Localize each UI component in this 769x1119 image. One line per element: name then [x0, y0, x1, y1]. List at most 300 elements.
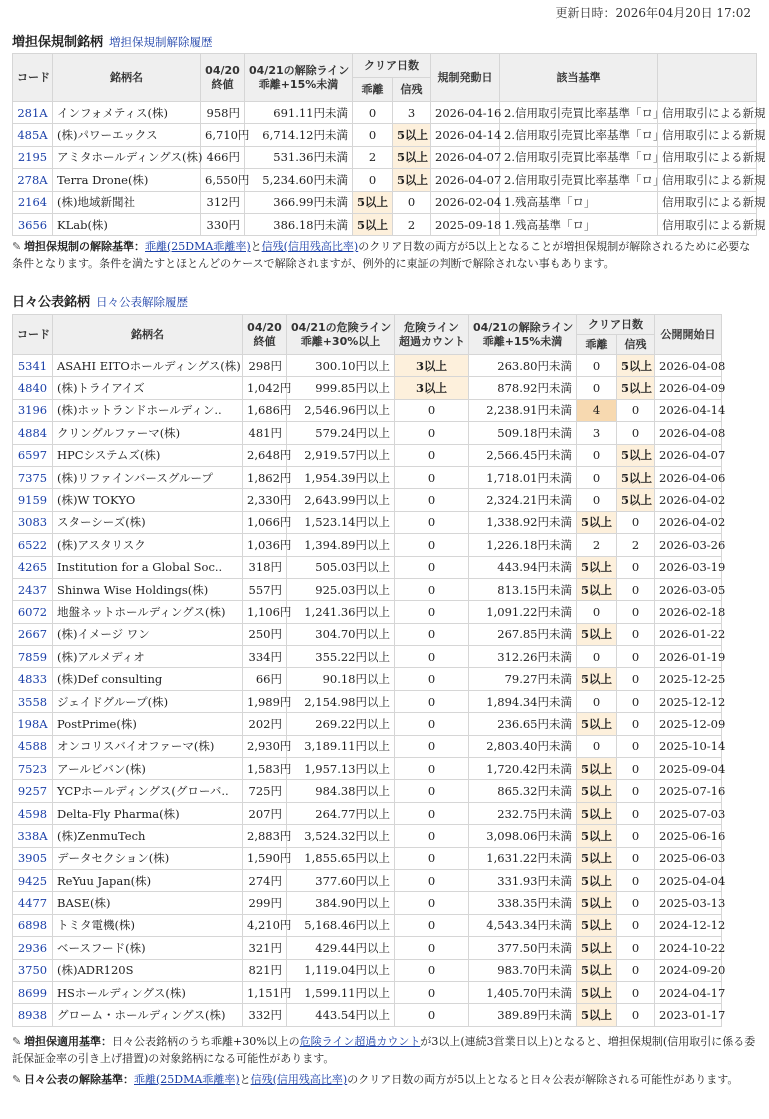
- stock-code-link[interactable]: 5341: [13, 355, 53, 377]
- over-count: 0: [395, 422, 469, 444]
- release-line: 263.80円未満: [469, 355, 577, 377]
- stock-code-link[interactable]: 4477: [13, 892, 53, 914]
- col-code: コード: [13, 54, 53, 102]
- over-count: 0: [395, 534, 469, 556]
- danger-line: 3,524.32円以上: [287, 825, 395, 847]
- stock-code-link[interactable]: 8938: [13, 1004, 53, 1026]
- over-count: 0: [395, 713, 469, 735]
- start-date: 2025-09-04: [655, 758, 722, 780]
- close-price: 66円: [243, 668, 287, 690]
- release-line: 338.35円未満: [469, 892, 577, 914]
- daily-disclosure-table: [12, 314, 726, 1027]
- release-line: 443.94円未満: [469, 556, 577, 578]
- start-date: 2026-04-02: [655, 511, 722, 533]
- danger-line: 5,168.46円以上: [287, 914, 395, 936]
- col-release-line: 04/21の解除ライン 乖離+15%未満: [245, 54, 353, 102]
- table-row: [13, 444, 722, 466]
- release-line: 1,894.34円未満: [469, 690, 577, 712]
- stock-code-link[interactable]: 6597: [13, 444, 53, 466]
- start-date: 2025-07-16: [655, 780, 722, 802]
- note-label: 増担保適用基準：: [24, 1035, 112, 1048]
- kairi-days: 5以上: [577, 869, 617, 891]
- close-price: 1,989円: [243, 690, 287, 712]
- kairi-link[interactable]: 乖離(25DMA乖離率): [134, 1073, 240, 1086]
- stock-name: Delta-Fly Pharma(株): [53, 802, 243, 824]
- table-row: [13, 713, 722, 735]
- col-clear-days: クリア日数: [577, 315, 655, 335]
- shinzan-link[interactable]: 信残(信用残高比率): [250, 1073, 348, 1086]
- margin-release-note: [12, 238, 757, 272]
- stock-code-link[interactable]: 278A: [13, 169, 53, 191]
- stock-name: 地盤ネットホールディングス(株): [53, 601, 243, 623]
- release-line: 2,803.40円未満: [469, 735, 577, 757]
- stock-code-link[interactable]: 6898: [13, 914, 53, 936]
- reason: 2.信用取引売買比率基準「ロ」: [500, 146, 658, 168]
- col-shinzan: 信残: [617, 335, 655, 355]
- close-price: 1,042円: [243, 377, 287, 399]
- shinzan-days: 0: [617, 422, 655, 444]
- stock-code-link[interactable]: 338A: [13, 825, 53, 847]
- close-price: 557円: [243, 578, 287, 600]
- stock-code-link[interactable]: 2667: [13, 623, 53, 645]
- note-text: のクリア日数の両方が5以上となると日々公表が解除される可能性があります。: [347, 1073, 739, 1086]
- over-count: 0: [395, 780, 469, 802]
- close-price: 2,648円: [243, 444, 287, 466]
- close-price: 6,550円: [201, 169, 245, 191]
- note-text: 日々公表銘柄のうち乖離+30%以上の: [112, 1035, 300, 1048]
- start-date: 2025-06-16: [655, 825, 722, 847]
- release-line: 4,543.34円未満: [469, 914, 577, 936]
- shinzan-days: 5以上: [617, 355, 655, 377]
- table-row: [13, 377, 722, 399]
- table-row: [13, 668, 722, 690]
- stock-code-link[interactable]: 2437: [13, 578, 53, 600]
- shinzan-days: 5以上: [617, 466, 655, 488]
- stock-name: アールビバン(株): [53, 758, 243, 780]
- release-line: 386.18円未満: [245, 213, 353, 235]
- start-date: 2026-02-04: [431, 191, 500, 213]
- stock-code-link[interactable]: 2195: [13, 146, 53, 168]
- danger-line: 1,954.39円以上: [287, 466, 395, 488]
- over-count: 0: [395, 690, 469, 712]
- start-date: 2025-06-03: [655, 847, 722, 869]
- stock-code-link[interactable]: 9425: [13, 869, 53, 891]
- stock-code-link[interactable]: 4833: [13, 668, 53, 690]
- kairi-days: 0: [577, 735, 617, 757]
- col-name: 銘柄名: [53, 315, 243, 355]
- kairi-days: 5以上: [577, 1004, 617, 1026]
- start-date: 2025-12-12: [655, 690, 722, 712]
- close-price: 299円: [243, 892, 287, 914]
- stock-code-link[interactable]: 3083: [13, 511, 53, 533]
- shinzan-days: 0: [617, 847, 655, 869]
- table-row: [13, 758, 722, 780]
- release-line: 1,405.70円未満: [469, 981, 577, 1003]
- danger-line: 264.77円以上: [287, 802, 395, 824]
- table-row: [13, 914, 722, 936]
- kairi-days: 5以上: [577, 780, 617, 802]
- stock-name: HPCシステムズ(株): [53, 444, 243, 466]
- stock-name: ベースフード(株): [53, 937, 243, 959]
- over-count: 0: [395, 556, 469, 578]
- stock-name: (株)Def consulting: [53, 668, 243, 690]
- shinzan-days: 0: [617, 735, 655, 757]
- table-row: [13, 489, 722, 511]
- over-count: 3以上: [395, 377, 469, 399]
- kairi-days: 0: [577, 466, 617, 488]
- close-price: 321円: [243, 937, 287, 959]
- release-line: 5,234.60円未満: [245, 169, 353, 191]
- release-line: 1,226.18円未満: [469, 534, 577, 556]
- danger-line: 304.70円以上: [287, 623, 395, 645]
- stock-code-link[interactable]: 9159: [13, 489, 53, 511]
- reason-extra: 信用取引による新規: [658, 146, 757, 168]
- shinzan-days: 0: [617, 1004, 655, 1026]
- stock-code-link[interactable]: 6072: [13, 601, 53, 623]
- start-date: 2025-12-09: [655, 713, 722, 735]
- table-row: [13, 780, 722, 802]
- close-price: 481円: [243, 422, 287, 444]
- release-line: 983.70円未満: [469, 959, 577, 981]
- over-count: 0: [395, 981, 469, 1003]
- col-over-count: 危険ライン 超過カウント: [395, 315, 469, 355]
- over-count: 3以上: [395, 355, 469, 377]
- release-line: 6,714.12円未満: [245, 124, 353, 146]
- start-date: 2026-03-26: [655, 534, 722, 556]
- kairi-days: 0: [577, 601, 617, 623]
- stock-code-link[interactable]: 7523: [13, 758, 53, 780]
- shinzan-days: 0: [617, 646, 655, 668]
- release-line: 312.26円未満: [469, 646, 577, 668]
- table-row: [13, 869, 722, 891]
- table-row: [13, 102, 757, 124]
- stock-code-link[interactable]: 198A: [13, 713, 53, 735]
- shinzan-days: 0: [393, 191, 431, 213]
- stock-code-link[interactable]: 3656: [13, 213, 53, 235]
- close-price: 725円: [243, 780, 287, 802]
- close-price: 318円: [243, 556, 287, 578]
- start-date: 2025-12-25: [655, 668, 722, 690]
- table-row: [13, 146, 757, 168]
- start-date: 2025-03-13: [655, 892, 722, 914]
- shinzan-days: 3: [393, 102, 431, 124]
- danger-line: 443.54円以上: [287, 1004, 395, 1026]
- shinzan-days: 0: [617, 780, 655, 802]
- col-shinzan: 信残: [393, 78, 431, 102]
- start-date: 2025-07-03: [655, 802, 722, 824]
- table-row: [13, 646, 722, 668]
- over-count: 0: [395, 914, 469, 936]
- stock-name: ASAHI EITOホールディングス(株): [53, 355, 243, 377]
- over-count-link[interactable]: 危険ライン超過カウント: [299, 1035, 421, 1048]
- stock-code-link[interactable]: 4840: [13, 377, 53, 399]
- start-date: 2026-04-14: [431, 124, 500, 146]
- kairi-days: 0: [577, 444, 617, 466]
- danger-line: 1,119.04円以上: [287, 959, 395, 981]
- shinzan-days: 0: [617, 713, 655, 735]
- release-line: 1,720.42円未満: [469, 758, 577, 780]
- stock-code-link[interactable]: 4598: [13, 802, 53, 824]
- over-count: 0: [395, 758, 469, 780]
- kairi-link[interactable]: 乖離(25DMA乖離率): [145, 240, 251, 253]
- close-price: 1,590円: [243, 847, 287, 869]
- table-row: [13, 534, 722, 556]
- close-price: 6,710円: [201, 124, 245, 146]
- close-price: 466円: [201, 146, 245, 168]
- start-date: 2025-10-14: [655, 735, 722, 757]
- table-row: [13, 623, 722, 645]
- close-price: 1,583円: [243, 758, 287, 780]
- close-price: 2,330円: [243, 489, 287, 511]
- danger-line: 355.22円以上: [287, 646, 395, 668]
- col-close: 04/20 終値: [243, 315, 287, 355]
- section-title-text: 増担保規制銘柄: [12, 35, 104, 50]
- release-line: 691.11円未満: [245, 102, 353, 124]
- stock-code-link[interactable]: 281A: [13, 102, 53, 124]
- stock-name: オンコリスバイオファーマ(株): [53, 735, 243, 757]
- section-title-margin-regulation: [12, 31, 213, 50]
- close-price: 2,883円: [243, 825, 287, 847]
- over-count: 0: [395, 623, 469, 645]
- col-reason: 該当基準: [500, 54, 658, 102]
- shinzan-days: 5以上: [617, 377, 655, 399]
- stock-code-link[interactable]: 2164: [13, 191, 53, 213]
- stock-name: (株)パワーエックス: [53, 124, 201, 146]
- col-name: 銘柄名: [53, 54, 201, 102]
- start-date: 2026-03-05: [655, 578, 722, 600]
- danger-line: 2,643.99円以上: [287, 489, 395, 511]
- stock-name: (株)ZenmuTech: [53, 825, 243, 847]
- stock-name: (株)イメージ ワン: [53, 623, 243, 645]
- close-price: 250円: [243, 623, 287, 645]
- shinzan-days: 0: [617, 690, 655, 712]
- table-row: [13, 511, 722, 533]
- start-date: 2026-04-16: [431, 102, 500, 124]
- start-date: 2026-04-07: [431, 146, 500, 168]
- shinzan-days: 5以上: [393, 146, 431, 168]
- close-price: 1,862円: [243, 466, 287, 488]
- stock-code-link[interactable]: 4884: [13, 422, 53, 444]
- release-line: 2,238.91円未満: [469, 399, 577, 421]
- kairi-days: 2: [577, 534, 617, 556]
- shinzan-link[interactable]: 信残(信用残高比率): [261, 240, 359, 253]
- table-row: [13, 213, 757, 235]
- stock-code-link[interactable]: 7375: [13, 466, 53, 488]
- kairi-days: 5以上: [577, 578, 617, 600]
- table-row: [13, 466, 722, 488]
- note-text: と: [239, 1073, 251, 1086]
- start-date: 2026-01-22: [655, 623, 722, 645]
- stock-code-link[interactable]: 3905: [13, 847, 53, 869]
- stock-name: (株)トライアイズ: [53, 377, 243, 399]
- stock-name: トミタ電機(株): [53, 914, 243, 936]
- close-price: 1,151円: [243, 981, 287, 1003]
- stock-code-link[interactable]: 7859: [13, 646, 53, 668]
- close-price: 274円: [243, 869, 287, 891]
- danger-line: 2,919.57円以上: [287, 444, 395, 466]
- close-price: 298円: [243, 355, 287, 377]
- close-price: 330円: [201, 213, 245, 235]
- reason-extra: 信用取引による新規: [658, 124, 757, 146]
- close-price: 958円: [201, 102, 245, 124]
- note-text: が3以上(連続3営業日以上)となると、増担保規制(信用取引に係る委託保証金率の引き上げ措置)の対象銘柄になる可能性があります。: [12, 1035, 756, 1065]
- shinzan-days: 0: [617, 825, 655, 847]
- section-title-text: 日々公表銘柄: [12, 295, 91, 310]
- stock-name: Institution for a Global Soc..: [53, 556, 243, 578]
- kairi-days: 0: [353, 102, 393, 124]
- release-line: 2,324.21円未満: [469, 489, 577, 511]
- shinzan-days: 5以上: [393, 124, 431, 146]
- reason-extra: 信用取引による新規: [658, 102, 757, 124]
- start-date: 2026-04-07: [655, 444, 722, 466]
- release-line: 1,631.22円未満: [469, 847, 577, 869]
- reason: 2.信用取引売買比率基準「ロ」: [500, 102, 658, 124]
- start-date: 2026-04-08: [655, 355, 722, 377]
- release-line: 3,098.06円未満: [469, 825, 577, 847]
- release-line: 813.15円未満: [469, 578, 577, 600]
- kairi-days: 2: [353, 146, 393, 168]
- shinzan-days: 5以上: [617, 444, 655, 466]
- updated-timestamp: 更新日時：2026年04月20日 17:02: [555, 6, 751, 20]
- kairi-days: 0: [353, 169, 393, 191]
- note-label: 増担保規制の解除基準：: [24, 240, 145, 253]
- shinzan-days: 0: [617, 869, 655, 891]
- kairi-days: 5以上: [577, 556, 617, 578]
- danger-line: 505.03円以上: [287, 556, 395, 578]
- kairi-days: 3: [577, 422, 617, 444]
- shinzan-days: 0: [617, 601, 655, 623]
- reason: 2.信用取引売買比率基準「ロ」: [500, 124, 658, 146]
- margin-release-history-link[interactable]: 増担保規制解除履歴: [109, 35, 213, 49]
- close-price: 334円: [243, 646, 287, 668]
- danger-line: 999.85円以上: [287, 377, 395, 399]
- over-count: 0: [395, 825, 469, 847]
- danger-line: 269.22円以上: [287, 713, 395, 735]
- reason-extra: 信用取引による新規: [658, 213, 757, 235]
- over-count: 0: [395, 802, 469, 824]
- table-row: [13, 690, 722, 712]
- stock-code-link[interactable]: 9257: [13, 780, 53, 802]
- shinzan-days: 0: [617, 959, 655, 981]
- stock-code-link[interactable]: 6522: [13, 534, 53, 556]
- start-date: 2026-04-07: [431, 169, 500, 191]
- close-price: 1,686円: [243, 399, 287, 421]
- col-code: コード: [13, 315, 53, 355]
- col-kairi: 乖離: [577, 335, 617, 355]
- stock-name: HSホールディングス(株): [53, 981, 243, 1003]
- over-count: 0: [395, 444, 469, 466]
- release-line: 865.32円未満: [469, 780, 577, 802]
- over-count: 0: [395, 466, 469, 488]
- pencil-icon: ✎: [12, 1073, 22, 1086]
- stock-code-link[interactable]: 3558: [13, 690, 53, 712]
- danger-line: 1,523.14円以上: [287, 511, 395, 533]
- kairi-days: 5以上: [577, 758, 617, 780]
- danger-line: 1,957.13円以上: [287, 758, 395, 780]
- shinzan-days: 0: [617, 668, 655, 690]
- stock-code-link[interactable]: 3196: [13, 399, 53, 421]
- kairi-days: 5以上: [577, 847, 617, 869]
- stock-name: Terra Drone(株): [53, 169, 201, 191]
- danger-line: 984.38円以上: [287, 780, 395, 802]
- stock-name: (株)W TOKYO: [53, 489, 243, 511]
- stock-name: Shinwa Wise Holdings(株): [53, 578, 243, 600]
- daily-release-note: [12, 1071, 757, 1088]
- start-date: 2026-02-18: [655, 601, 722, 623]
- kairi-days: 0: [577, 690, 617, 712]
- daily-release-history-link[interactable]: 日々公表解除履歴: [96, 295, 189, 309]
- table-row: [13, 735, 722, 757]
- col-danger-line: 04/21の危険ライン 乖離+30%以上: [287, 315, 395, 355]
- release-line: 389.89円未満: [469, 1004, 577, 1026]
- stock-name: アミタホールディングス(株): [53, 146, 201, 168]
- stock-name: インフォメティス(株): [53, 102, 201, 124]
- stock-name: (株)リファインバースグループ: [53, 466, 243, 488]
- stock-code-link[interactable]: 4588: [13, 735, 53, 757]
- danger-line: 1,855.65円以上: [287, 847, 395, 869]
- reason: 1.残高基準「ロ」: [500, 191, 658, 213]
- note-text: と: [250, 240, 262, 253]
- over-count: 0: [395, 646, 469, 668]
- shinzan-days: 0: [617, 914, 655, 936]
- close-price: 1,106円: [243, 601, 287, 623]
- danger-line: 429.44円以上: [287, 937, 395, 959]
- close-price: 202円: [243, 713, 287, 735]
- shinzan-days: 5以上: [393, 169, 431, 191]
- start-date: 2024-09-20: [655, 959, 722, 981]
- section-title-daily-disclosure: [12, 291, 188, 310]
- danger-line: 2,546.96円以上: [287, 399, 395, 421]
- start-date: 2025-04-04: [655, 869, 722, 891]
- over-count: 0: [395, 601, 469, 623]
- shinzan-days: 0: [617, 937, 655, 959]
- over-count: 0: [395, 489, 469, 511]
- stock-name: (株)ADR120S: [53, 959, 243, 981]
- kairi-days: 5以上: [577, 937, 617, 959]
- kairi-days: 5以上: [577, 511, 617, 533]
- stock-name: (株)地域新聞社: [53, 191, 201, 213]
- kairi-days: 5以上: [577, 959, 617, 981]
- table-row: [13, 847, 722, 869]
- over-count: 0: [395, 959, 469, 981]
- start-date: 2026-04-14: [655, 399, 722, 421]
- kairi-days: 5以上: [577, 914, 617, 936]
- shinzan-days: 0: [617, 399, 655, 421]
- over-count: 0: [395, 847, 469, 869]
- stock-code-link[interactable]: 2936: [13, 937, 53, 959]
- danger-line: 384.90円以上: [287, 892, 395, 914]
- over-count: 0: [395, 511, 469, 533]
- stock-name: ジェイドグループ(株): [53, 690, 243, 712]
- kairi-days: 5以上: [353, 213, 393, 235]
- kairi-days: 0: [577, 355, 617, 377]
- stock-code-link[interactable]: 4265: [13, 556, 53, 578]
- shinzan-days: 0: [617, 758, 655, 780]
- start-date: 2026-04-09: [655, 377, 722, 399]
- over-count: 0: [395, 869, 469, 891]
- close-price: 4,210円: [243, 914, 287, 936]
- stock-code-link[interactable]: 8699: [13, 981, 53, 1003]
- danger-line: 300.10円以上: [287, 355, 395, 377]
- stock-code-link[interactable]: 3750: [13, 959, 53, 981]
- stock-name: KLab(株): [53, 213, 201, 235]
- note-label: 日々公表の解除基準：: [24, 1073, 134, 1086]
- shinzan-days: 2: [393, 213, 431, 235]
- stock-code-link[interactable]: 485A: [13, 124, 53, 146]
- col-reason-extra: [658, 54, 757, 102]
- release-line: 377.50円未満: [469, 937, 577, 959]
- close-price: 207円: [243, 802, 287, 824]
